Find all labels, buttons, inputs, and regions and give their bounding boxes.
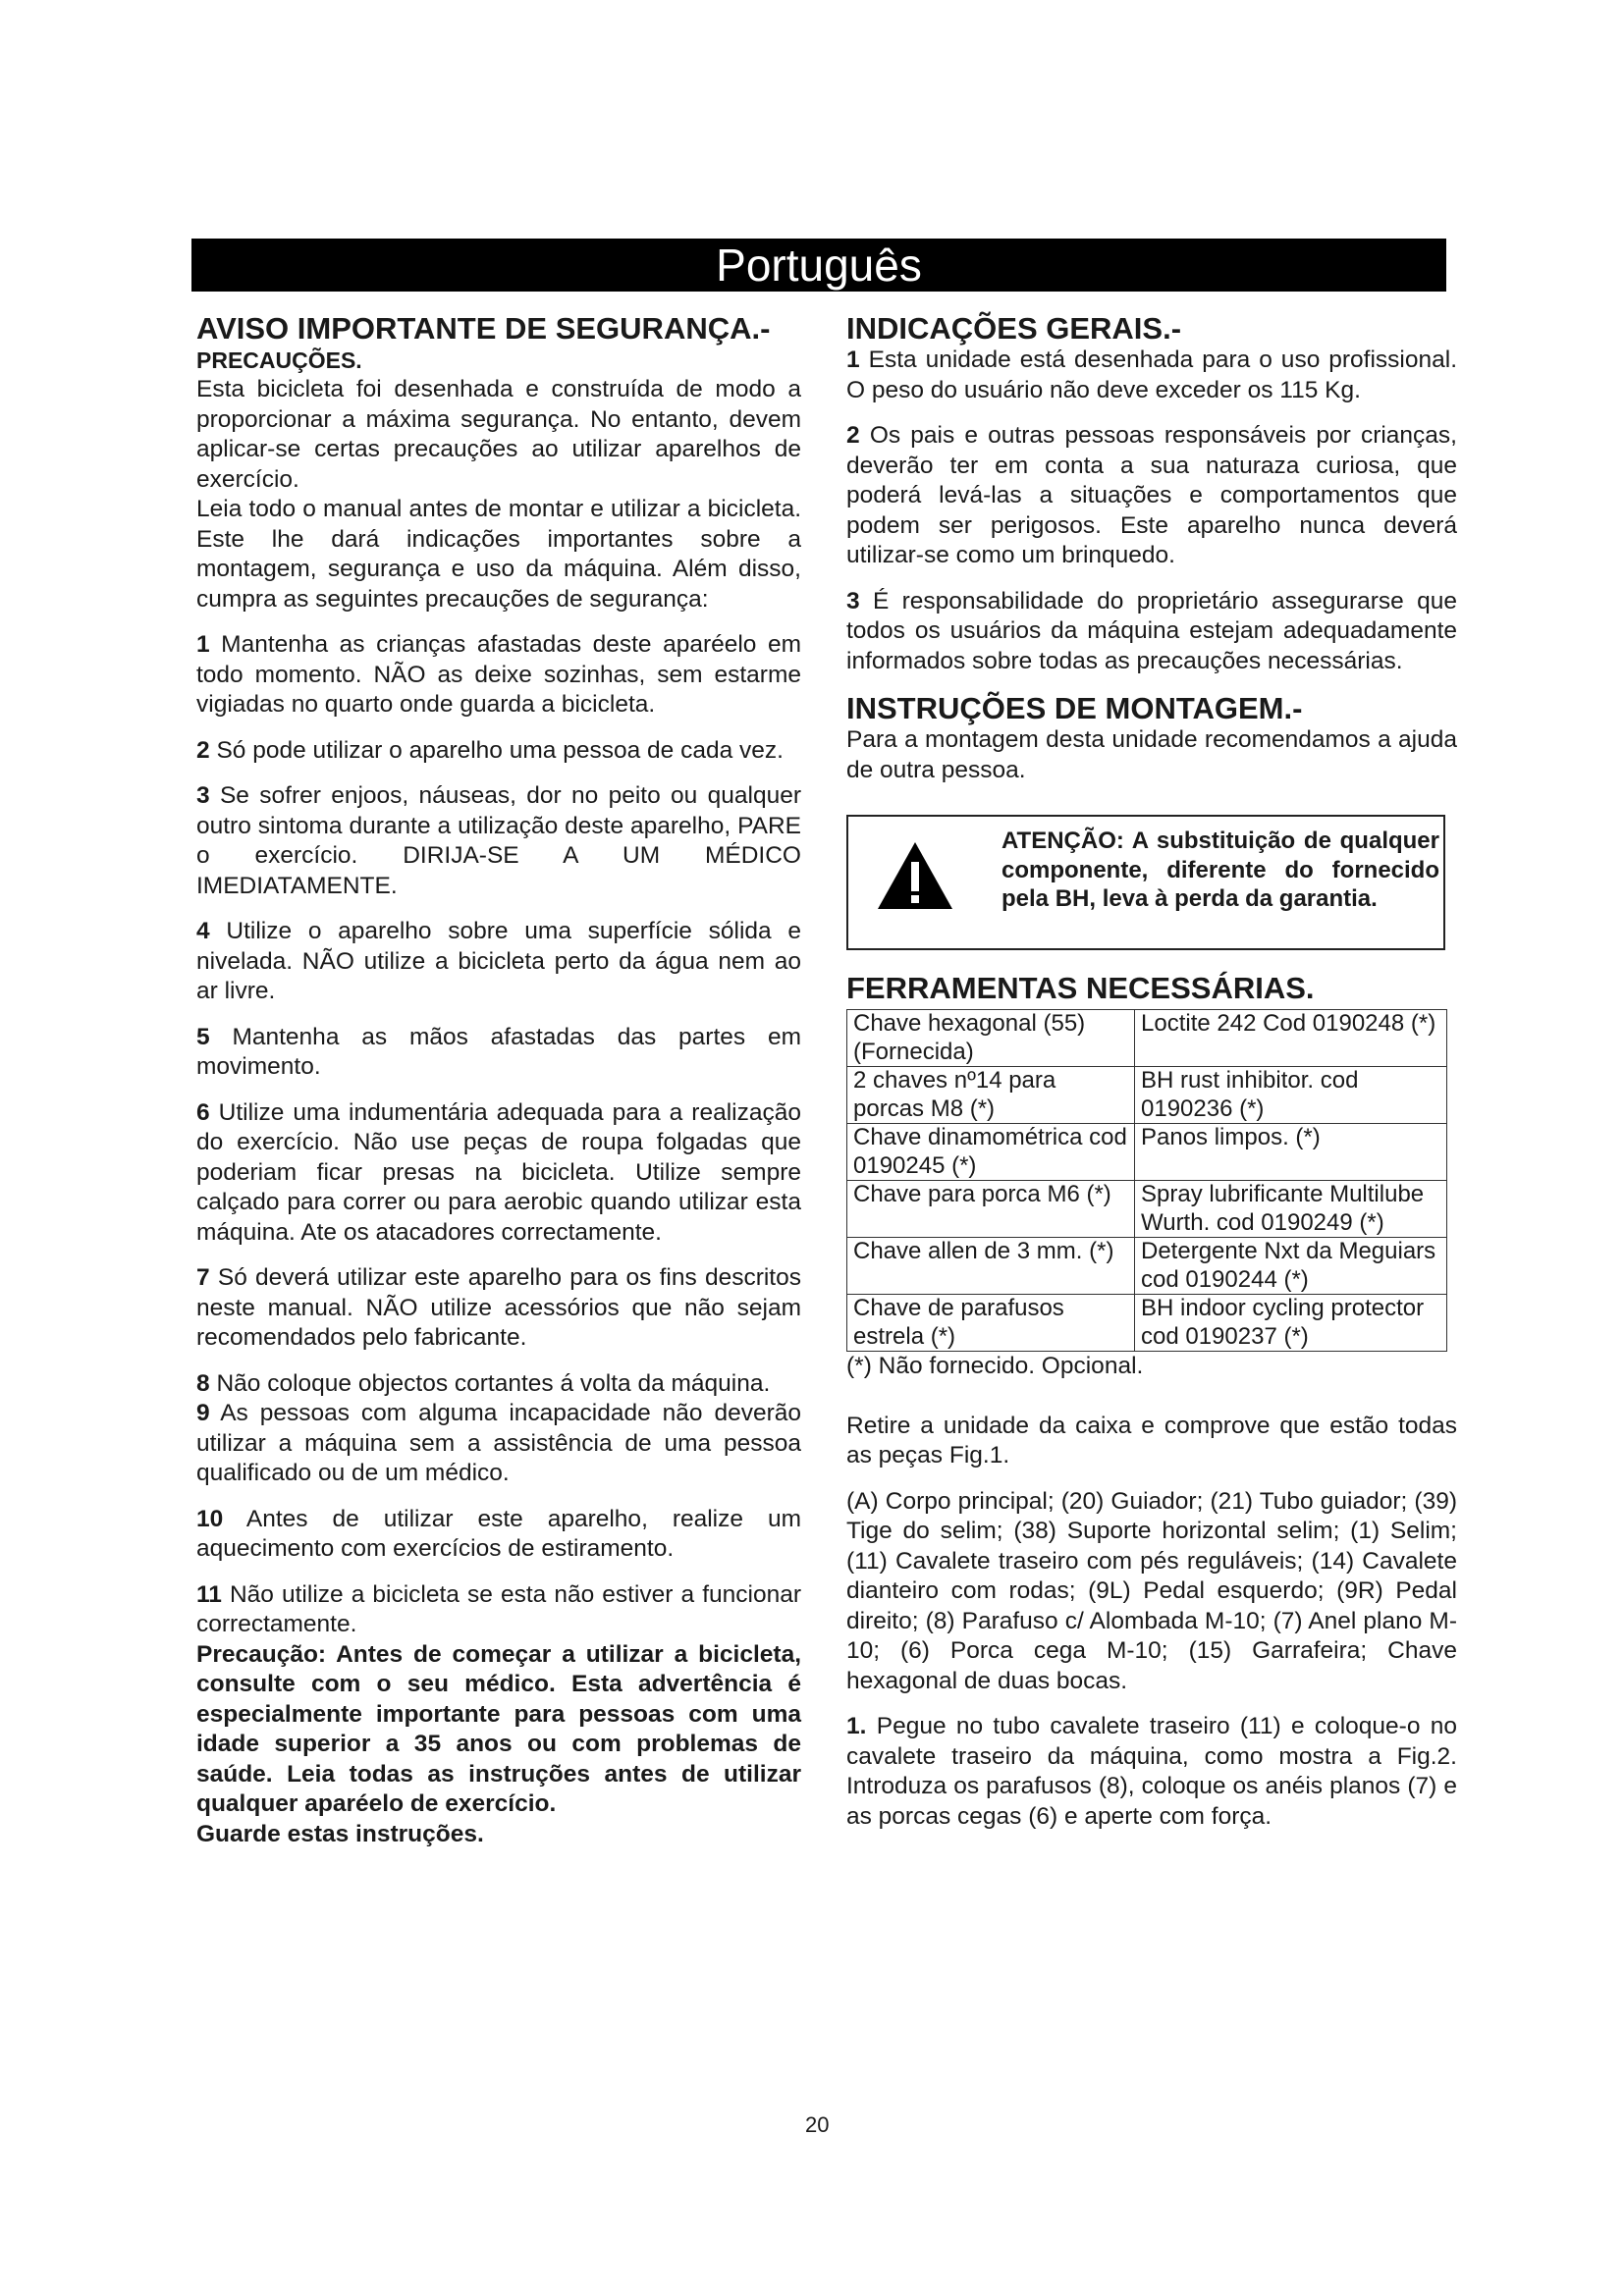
table-row <box>847 1295 1447 1352</box>
precautions-subtitle: PRECAUÇÕES. <box>196 347 362 373</box>
intro-paragraph-1: Esta bicicleta foi desenhada e construída de modo a proporcionar a máxima segurança. No entanto, devem aplicar-se certas precauções ao utilizar aparelhos de exercício. <box>196 376 801 493</box>
item-number: 7 <box>196 1264 210 1291</box>
general-item-3 <box>846 587 1457 677</box>
item-number: 4 <box>196 918 210 944</box>
safety-item-6 <box>196 1098 801 1249</box>
safety-item-9 <box>196 1399 801 1489</box>
item-text: Se sofrer enjoos, náuseas, dor no peito ou qualquer outro sintoma durante a utilização deste aparelho, PARE o exercício. DIRIJA-SE A UM MÉDICO IMEDIATAMENTE. <box>196 782 801 899</box>
warning-text: ATENÇÃO: A substituição de qualquer componente, diferente do fornecido pela BH, leva à perda da garantia. <box>1001 828 1439 912</box>
safety-item-2 <box>196 736 801 767</box>
right-column <box>846 312 1457 1832</box>
item-text: Esta unidade está desenhada para o uso profissional. O peso do usuário não deve exceder os 115 Kg. <box>846 347 1458 403</box>
tool-cell: Panos limpos. (*) <box>1135 1124 1447 1181</box>
left-column <box>196 312 801 1849</box>
step-text: Pegue no tubo cavalete traseiro (11) e coloque-o no cavalete traseiro da máquina, como mostra a Fig.2. Introduza os parafusos (8), coloque os anéis planos (7) e as porcas cegas (6) e aperte com força. <box>846 1713 1457 1830</box>
safety-item-4 <box>196 917 801 1007</box>
item-text: Utilize uma indumentária adequada para a realização do exercício. Não use peças de roupa folgadas que poderiam ficar presas na bicicleta. Utilize sempre calçado para correr ou para aerobic quando utilizar esta máquina. Ate os atacadores correctamente. <box>196 1098 801 1246</box>
tool-cell: Loctite 242 Cod 0190248 (*) <box>1135 1010 1447 1067</box>
item-text: Só pode utilizar o aparelho uma pessoa de cada vez. <box>216 736 784 764</box>
item-number: 6 <box>196 1098 210 1126</box>
item-number: 3 <box>846 587 860 614</box>
safety-item-7 <box>196 1263 801 1354</box>
warning-triangle-icon <box>876 840 954 911</box>
caution-paragraph: Precaução: Antes de começar a utilizar a bicicleta, consulte com o seu médico. Esta advertência é especialmente importante para pessoas com uma idade superior a 35 anos ou com problemas de saúde. Leia todas as instruções antes de utilizar qualquer aparéelo de exercício. <box>196 1640 801 1817</box>
assembly-intro: Para a montagem desta unidade recomendamos a ajuda de outra pessoa. <box>846 726 1457 783</box>
table-row <box>847 1010 1447 1067</box>
table-row <box>847 1067 1447 1124</box>
safety-item-11 <box>196 1580 801 1640</box>
item-number: 11 <box>196 1580 222 1608</box>
item-text: Só deverá utilizar este aparelho para os fins descritos neste manual. NÃO utilize acessórios que não sejam recomendados pelo fabricante. <box>196 1264 801 1351</box>
page-number: 20 <box>805 2112 830 2137</box>
item-number: 1 <box>196 631 210 658</box>
tools-title: FERRAMENTAS NECESSÁRIAS. <box>846 971 1315 1005</box>
general-item-2 <box>846 421 1457 571</box>
tool-cell: Chave hexagonal (55) (Fornecida) <box>847 1010 1135 1067</box>
item-text: Os pais e outras pessoas responsáveis por crianças, deverão ter em conta a sua naturaza curiosa, que poderá levá-las a situações e comportamentos que podem ser perigosos. Este aparelho nunca deverá utilizar-se como um brinquedo. <box>846 422 1457 568</box>
item-text: Antes de utilizar este aparelho, realize um aquecimento com exercícios de estiramento. <box>196 1505 801 1562</box>
item-text: É responsabilidade do proprietário assegurarse que todos os usuários da máquina estejam adequadamente informados sobre todas as precauções necessárias. <box>846 587 1458 674</box>
item-number: 2 <box>846 422 860 449</box>
assembly-title: INSTRUÇÕES DE MONTAGEM.- <box>846 691 1303 725</box>
table-row <box>847 1181 1447 1238</box>
parts-list-text: (A) Corpo principal; (20) Guiador; (21) Tubo guiador; (39) Tige do selim; (38) Suporte horizontal selim; (1) Selim; (11) Cavalete traseiro com pés reguláveis; (14) Cavalete dianteiro com rodas; (9L) Pedal esquerdo; (9R) Pedal direito; (8) Parafuso c/ Alombada M-10; (7) Anel plano M-10; (6) Porca cega M-10; (15) Garrafeira; Chave hexagonal de duas bocas. <box>846 1487 1457 1694</box>
language-banner: Português <box>191 239 1446 292</box>
item-text: Mantenha as crianças afastadas deste aparéelo em todo momento. NÃO as deixe sozinhas, sem estarme vigiadas no quarto onde guarda a bicicleta. <box>196 631 801 718</box>
general-title: INDICAÇÕES GERAIS.- <box>846 311 1182 346</box>
tool-cell: Detergente Nxt da Meguiars cod 0190244 (*) <box>1135 1238 1447 1295</box>
safety-item-1 <box>196 630 801 721</box>
safety-title: AVISO IMPORTANTE DE SEGURANÇA.- <box>196 311 771 346</box>
tool-cell: Chave allen de 3 mm. (*) <box>847 1238 1135 1295</box>
item-number: 10 <box>196 1505 224 1532</box>
item-number: 1 <box>846 347 860 373</box>
item-text: Não utilize a bicicleta se esta não estiver a funcionar correctamente. <box>196 1580 801 1637</box>
tool-cell: 2 chaves nº14 para porcas M8 (*) <box>847 1067 1135 1124</box>
warning-box <box>846 815 1445 950</box>
tools-note: (*) Não fornecido. Opcional. <box>846 1353 1144 1379</box>
step-1 <box>846 1712 1457 1832</box>
safety-item-3 <box>196 781 801 901</box>
tool-cell: BH rust inhibitor. cod 0190236 (*) <box>1135 1067 1447 1124</box>
remove-unit-text: Retire a unidade da caixa e comprove que estão todas as peças Fig.1. <box>846 1412 1457 1468</box>
item-number: 5 <box>196 1023 210 1050</box>
general-item-1 <box>846 346 1457 405</box>
item-number: 8 <box>196 1369 210 1397</box>
tool-cell: Spray lubrificante Multilube Wurth. cod 0190249 (*) <box>1135 1181 1447 1238</box>
item-text: Não coloque objectos cortantes á volta da máquina. <box>216 1369 771 1397</box>
safety-item-8 <box>196 1369 801 1400</box>
keep-instructions: Guarde estas instruções. <box>196 1820 484 1847</box>
tool-cell: Chave para porca M6 (*) <box>847 1181 1135 1238</box>
tools-table <box>846 1009 1447 1352</box>
safety-item-5 <box>196 1023 801 1083</box>
tool-cell: Chave de parafusos estrela (*) <box>847 1295 1135 1352</box>
table-row <box>847 1238 1447 1295</box>
item-number: 2 <box>196 736 210 764</box>
table-row <box>847 1124 1447 1181</box>
item-text: Mantenha as mãos afastadas das partes em movimento. <box>196 1023 802 1080</box>
safety-item-10 <box>196 1505 801 1565</box>
item-number: 3 <box>196 782 210 809</box>
item-number: 9 <box>196 1400 210 1426</box>
item-text: As pessoas com alguma incapacidade não deverão utilizar a máquina sem a assistência de uma pessoa qualificado ou de um médico. <box>196 1400 801 1486</box>
tool-cell: BH indoor cycling protector cod 0190237 (*) <box>1135 1295 1447 1352</box>
intro-paragraph-2: Leia todo o manual antes de montar e utilizar a bicicleta. Este lhe dará indicações importantes sobre a montagem, segurança e uso da máquina. Além disso, cumpra as seguintes precauções de segurança: <box>196 496 801 613</box>
tool-cell: Chave dinamométrica cod 0190245 (*) <box>847 1124 1135 1181</box>
step-number: 1. <box>846 1713 867 1739</box>
item-text: Utilize o aparelho sobre uma superfície sólida e nivelada. NÃO utilize a bicicleta perto da água nem ao ar livre. <box>196 918 801 1004</box>
